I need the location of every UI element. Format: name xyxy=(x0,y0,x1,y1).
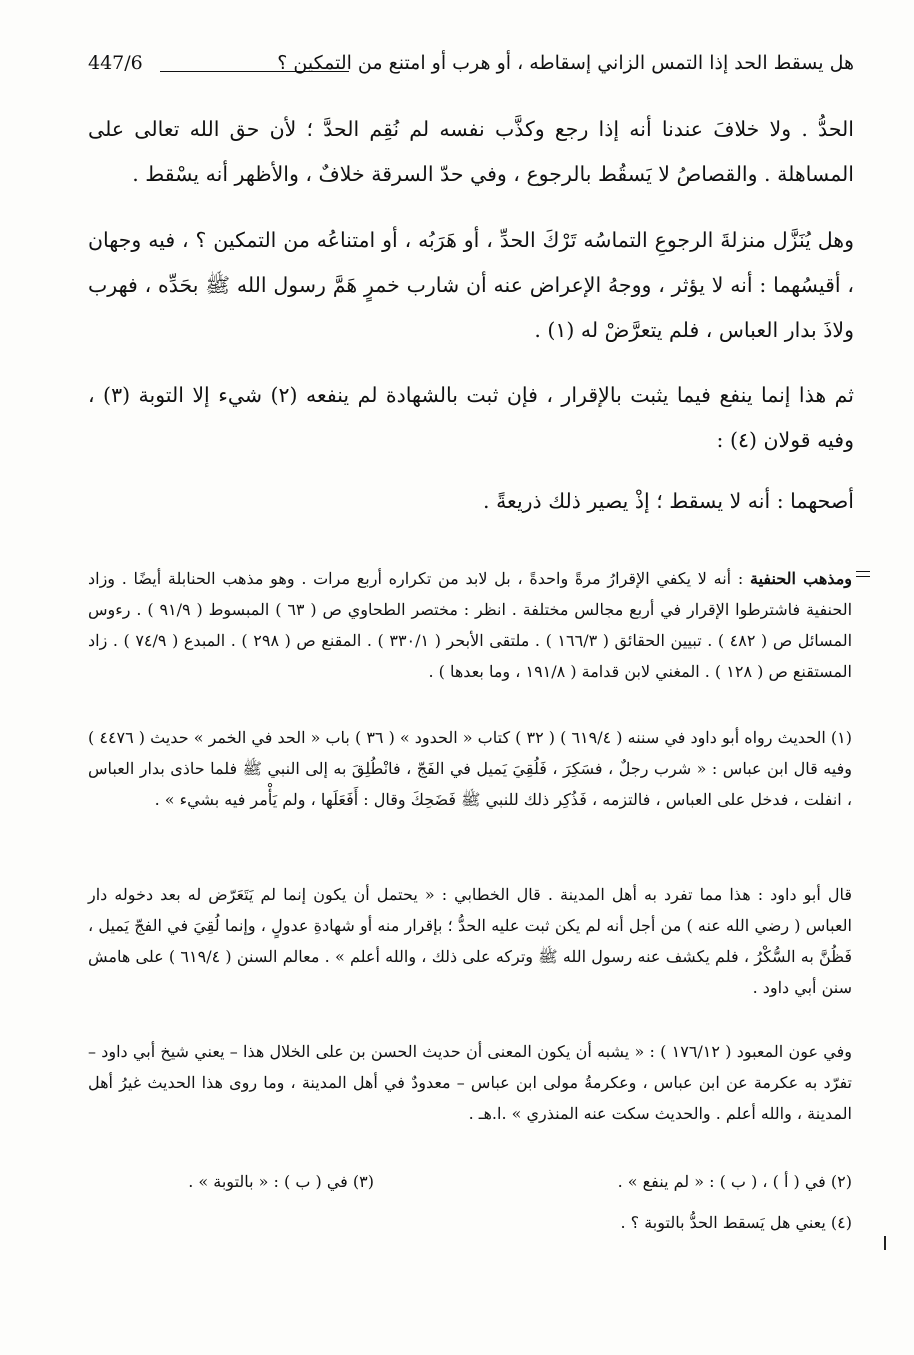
footnote-1-commentary xyxy=(88,1036,852,1129)
body-paragraph-3 xyxy=(88,373,854,463)
footnote-text: : أنه لا يكفي الإقرارُ مرةً واحدةً ، بل لابد من تكراره أربع مرات . وهو مذهب الحنابلة أيضًا . وزاد الحنفية فاشترطوا الإقرار في أربع مجالس مختلفة . انظر : مختصر الطحاوي ص ( ٦٣ ) المبسوط ( ٩١/٩ ) . رءوس المسائل ص ( ٤٨٢ ) . تبيين الحقائق ( ١٦٦/٣ ) . ملتقى الأبحر ( ٣٣٠/١ ) . المقنع ص ( ٢٩٨ ) . المبدع ( ٧٤/٩ ) . زاد المستقنع ص ( ١٢٨ ) . المغني لابن قدامة ( ١٩١/٨ ، وما بعدها ) . xyxy=(88,569,853,681)
running-title: هل يسقط الحد إذا التمس الزاني إسقاطه ، أو هرب أو امتنع من التمكين ؟ xyxy=(277,52,854,74)
page-number: 447/6 xyxy=(88,52,143,74)
paragraph-text: وهل يُنَزَّل منزلةَ الرجوعِ التماسُه تَرْكَ الحدِّ ، أو هَرَبُه ، أو امتناعُه من التمكين ؟ ، فيه وجهان ، أقيسُهما : أنه لا يؤثر ، ووجهُ الإعراض عنه أن شارب خمرٍ هَمَّ رسول الله ﷺ بحَدِّه ، فهرب ولاذَ بدار العباس ، فلم يتعرَّضْ له (١) . xyxy=(88,228,854,342)
header-rule xyxy=(160,71,349,72)
footnote-continuation-mark xyxy=(856,571,870,578)
running-header xyxy=(88,52,854,84)
body-paragraph-2 xyxy=(88,218,854,353)
footnote-1-continued xyxy=(88,879,852,1003)
footnote-text: وفي عون المعبود ( ١٧٦/١٢ ) : « يشبه أن يكون المعنى أن حديث الحسن بن على الخلال هذا – يعني شيخ أبي داود – تفرّد به عكرمة عن ابن عباس ، وعكرمةُ مولى ابن عباس – معدودٌ في أهل المدينة ، وما روى هذا الحديث غيرُ أهل المدينة ، والله أعلم . والحديث سكت عنه المنذري » .ا.هـ . xyxy=(88,1042,853,1123)
footnote-4: (٤) يعني هل يَسقط الحدُّ بالتوبة ؟ . xyxy=(620,1213,852,1232)
paragraph-text: أصحهما : أنه لا يسقط ؛ إذْ يصير ذلك ذريعةً . xyxy=(483,489,854,513)
body-paragraph-1 xyxy=(88,107,854,197)
paragraph-text: ثم هذا إنما ينفع فيما يثبت بالإقرار ، فإن ثبت بالشهادة لم ينفعه (٢) شيء إلا التوبة (٣) ، وفيه قولان (٤) : xyxy=(88,383,854,452)
footnote-2: (٢) في ( أ ) ، ( ب ) : « لم ينفع » . xyxy=(617,1172,852,1191)
footnote-text: قال أبو داود : هذا مما تفرد به أهل المدينة . قال الخطابي : « يحتمل أن يكون إنما لم يَتَعَرّض له بعد دخوله دار العباس ( رضي الله عنه ) من أجل أنه لم يكن ثبت عليه الحدُّ ؛ بإقرار منه أو شهادةِ عدولٍ ، وإنما لُقِيَ في الفجّ يَميل ، فَظُنَّ به السُّكْرُ ، فلم يكشف عنه رسول الله ﷺ وتركه على ذلك ، والله أعلم » . معالم السنن ( ٦١٩/٤ ) على هامش سنن أبي داود . xyxy=(88,885,852,997)
footnote-continued xyxy=(88,563,852,687)
margin-mark xyxy=(884,1236,886,1250)
footnote-text: (١) الحديث رواه أبو داود في سننه ( ٦١٩/٤ ) ( ٣٢ ) كتاب « الحدود » ( ٣٦ ) باب « الحد في الخمر » حديث ( ٤٤٧٦ ) وفيه قال ابن عباس : « شرب رجلٌ ، فسَكِرَ ، فَلُقِيَ يَميل في الفَجّ ، فانْطُلِقَ به إلى النبي ﷺ فلما حاذى بدار العباس ، انفلت ، فدخل على العباس ، فالتزمه ، فَذُكِر ذلك للنبي ﷺ فَضَحِكَ وقال : أَفَعَلَها ، ولم يَأْمر فيه بشيء » . xyxy=(88,728,852,809)
footnote-lead: ومذهب الحنفية xyxy=(749,569,853,588)
body-paragraph-4 xyxy=(88,479,854,524)
footnote-3: (٣) في ( ب ) : « بالتوبة » . xyxy=(188,1172,374,1191)
paragraph-text: الحدُّ . ولا خلافَ عندنا أنه إذا رجع وكذَّب نفسه لم نُقِم الحدَّ ؛ لأن حق الله تعالى على المساهلة . والقصاصُ لا يَسقُط بالرجوع ، وفي حدّ السرقة خلافٌ ، والأظهر أنه يسْقط . xyxy=(88,117,854,186)
footnotes-2-3 xyxy=(88,1172,852,1204)
footnote-1 xyxy=(88,722,852,815)
